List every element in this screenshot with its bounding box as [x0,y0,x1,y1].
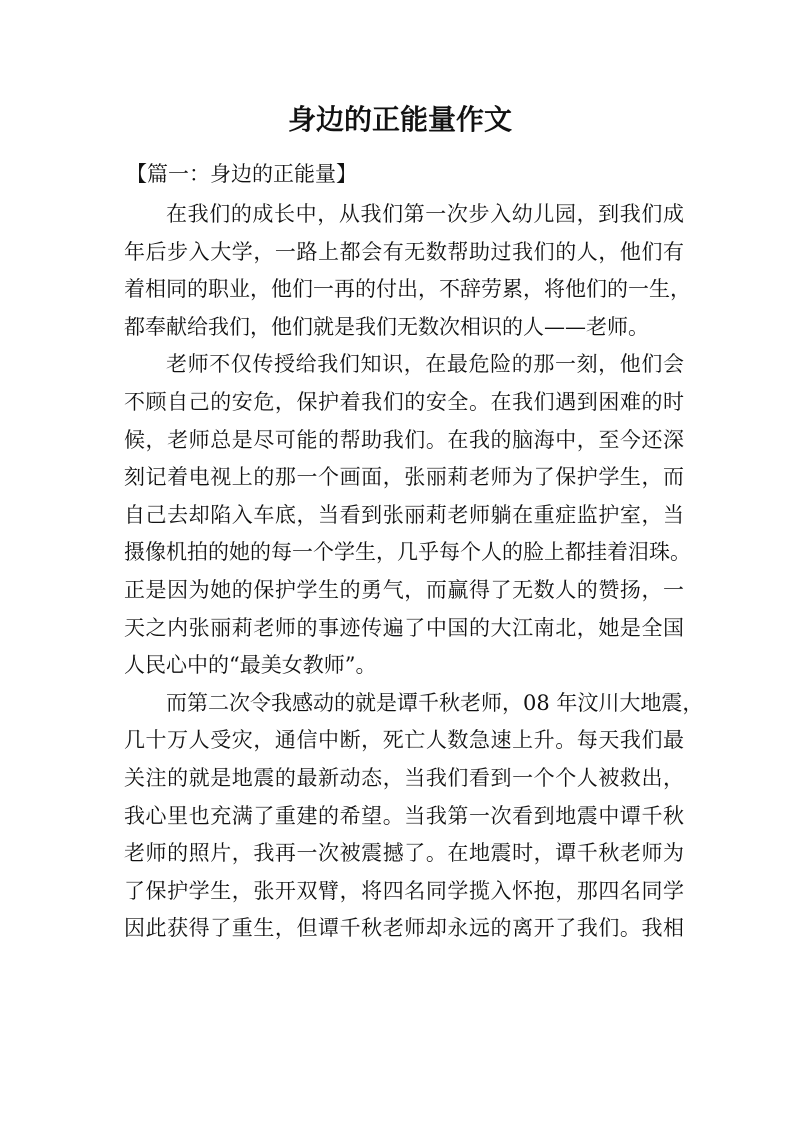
section-heading: 【篇一：身边的正能量】 [126,162,357,186]
text-line: 关注的就是地震的最新动态，当我们看到一个个人被救出， [124,765,684,790]
text-line: 摄像机拍的她的每一个学生，几乎每个人的脸上都挂着泪珠。 [124,540,691,565]
text-line: 候，老师总是尽可能的帮助我们。在我的脑海中，至今还深 [124,427,684,452]
document-body [124,196,704,948]
text-line: 人民心中的“最美女教师”。 [124,653,377,678]
text-line: 都奉献给我们，他们就是我们无数次相识的人——老师。 [124,314,649,339]
text-line: 老师不仅传授给我们知识，在最危险的那一刻，他们会 [166,352,684,377]
document-title: 身边的正能量作文 [287,103,512,136]
paragraph [124,196,691,346]
text-line: 而第二次令我感动的就是谭千秋老师，08 年汶川大地震， [166,690,704,715]
text-line: 几十万人受灾，通信中断，死亡人数急速上升。每天我们最 [124,728,684,753]
text-line: 了保护学生，张开双臂，将四名同学揽入怀抱，那四名同学 [124,878,684,903]
text-line: 正是因为她的保护学生的勇气，而赢得了无数人的赞扬，一 [124,577,684,602]
text-line: 刻记着电视上的那一个画面，张丽莉老师为了保护学生，而 [124,465,684,490]
text-line: 自己去却陷入车底，当看到张丽莉老师躺在重症监护室，当 [124,502,684,527]
text-line: 因此获得了重生，但谭千秋老师却永远的离开了我们。我相 [124,916,684,941]
paragraph [124,685,704,948]
text-line: 在我们的成长中，从我们第一次步入幼儿园，到我们成 [166,202,684,226]
text-line: 天之内张丽莉老师的事迹传遍了中国的大江南北，她是全国 [124,615,684,640]
text-line: 老师的照片，我再一次被震撼了。在地震时，谭千秋老师为 [124,841,684,866]
text-line: 不顾自己的安危，保护着我们的安全。在我们遇到困难的时 [124,389,684,414]
text-line: 我心里也充满了重建的希望。当我第一次看到地震中谭千秋 [124,803,684,828]
text-line: 年后步入大学，一路上都会有无数帮助过我们的人，他们有 [124,239,684,264]
paragraph [124,346,691,684]
text-line: 着相同的职业，他们一再的付出，不辞劳累，将他们的一生， [124,277,691,302]
